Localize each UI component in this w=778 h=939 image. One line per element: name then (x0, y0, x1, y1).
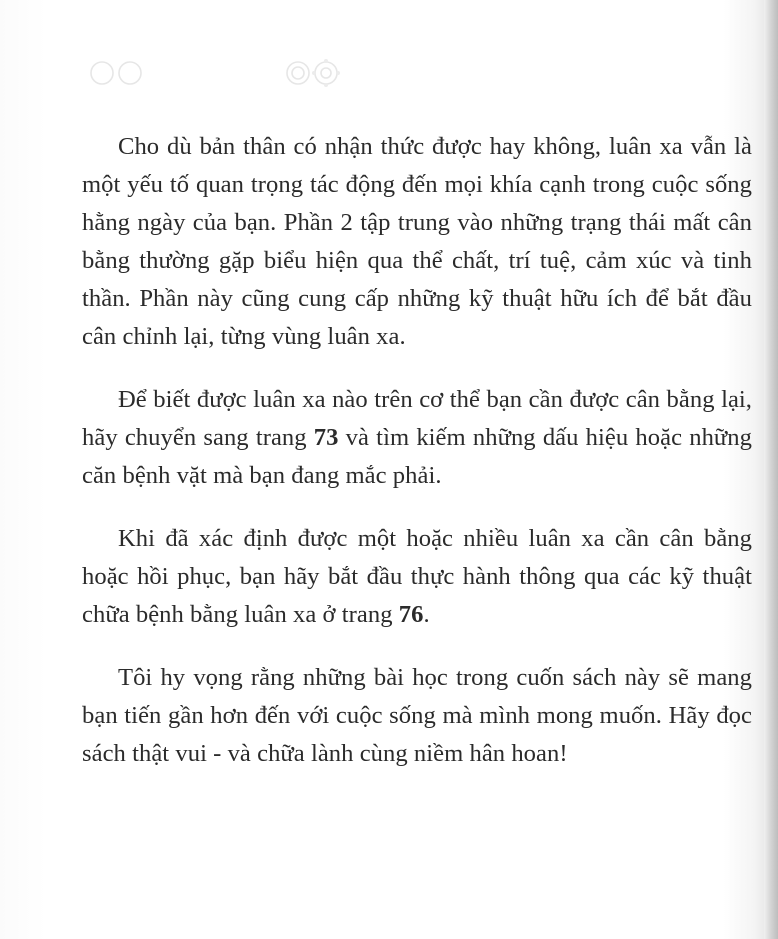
header-ornament (86, 56, 376, 90)
paragraph-4: Tôi hy vọng rằng những bài học trong cuốn sách này sẽ mang bạn tiến gần hơn đến với cuộc sống mà mình mong muốn. Hãy đọc sách thật vui - và chữa lành cùng niềm hân hoan! (82, 664, 752, 767)
paragraph-3: Khi đã xác định được một hoặc nhiều luân xa cần cân bằng hoặc hồi phục, bạn hãy bắt đầu thực hành thông qua các kỹ thuật chữa bệnh bằng luân xa ở trang 76. (82, 525, 752, 628)
page-edge-shadow (764, 0, 778, 939)
paragraph-1: Cho dù bản thân có nhận thức được hay không, luân xa vẫn là một yếu tố quan trọng tác động đến mọi khía cạnh trong cuộc sống hằng ngày của bạn. Phần 2 tập trung vào những trạng thái mất cân bằng thường gặp biểu hiện qua thể chất, trí tuệ, cảm xúc và tinh thần. Phần này cũng cung cấp những kỹ thuật hữu ích để bắt đầu cân chỉnh lại, từng vùng luân xa. (82, 133, 752, 350)
paragraph-2: Để biết được luân xa nào trên cơ thể bạn cần được cân bằng lại, hãy chuyển sang trang 73 và tìm kiếm những dấu hiệu hoặc những căn bệnh vặt mà bạn đang mắc phải. (82, 386, 752, 489)
page-reference-73: 73 (313, 424, 339, 451)
body-text (82, 128, 752, 798)
page-reference-76: 76 (398, 601, 424, 628)
decorative-circles-icon (86, 56, 376, 90)
